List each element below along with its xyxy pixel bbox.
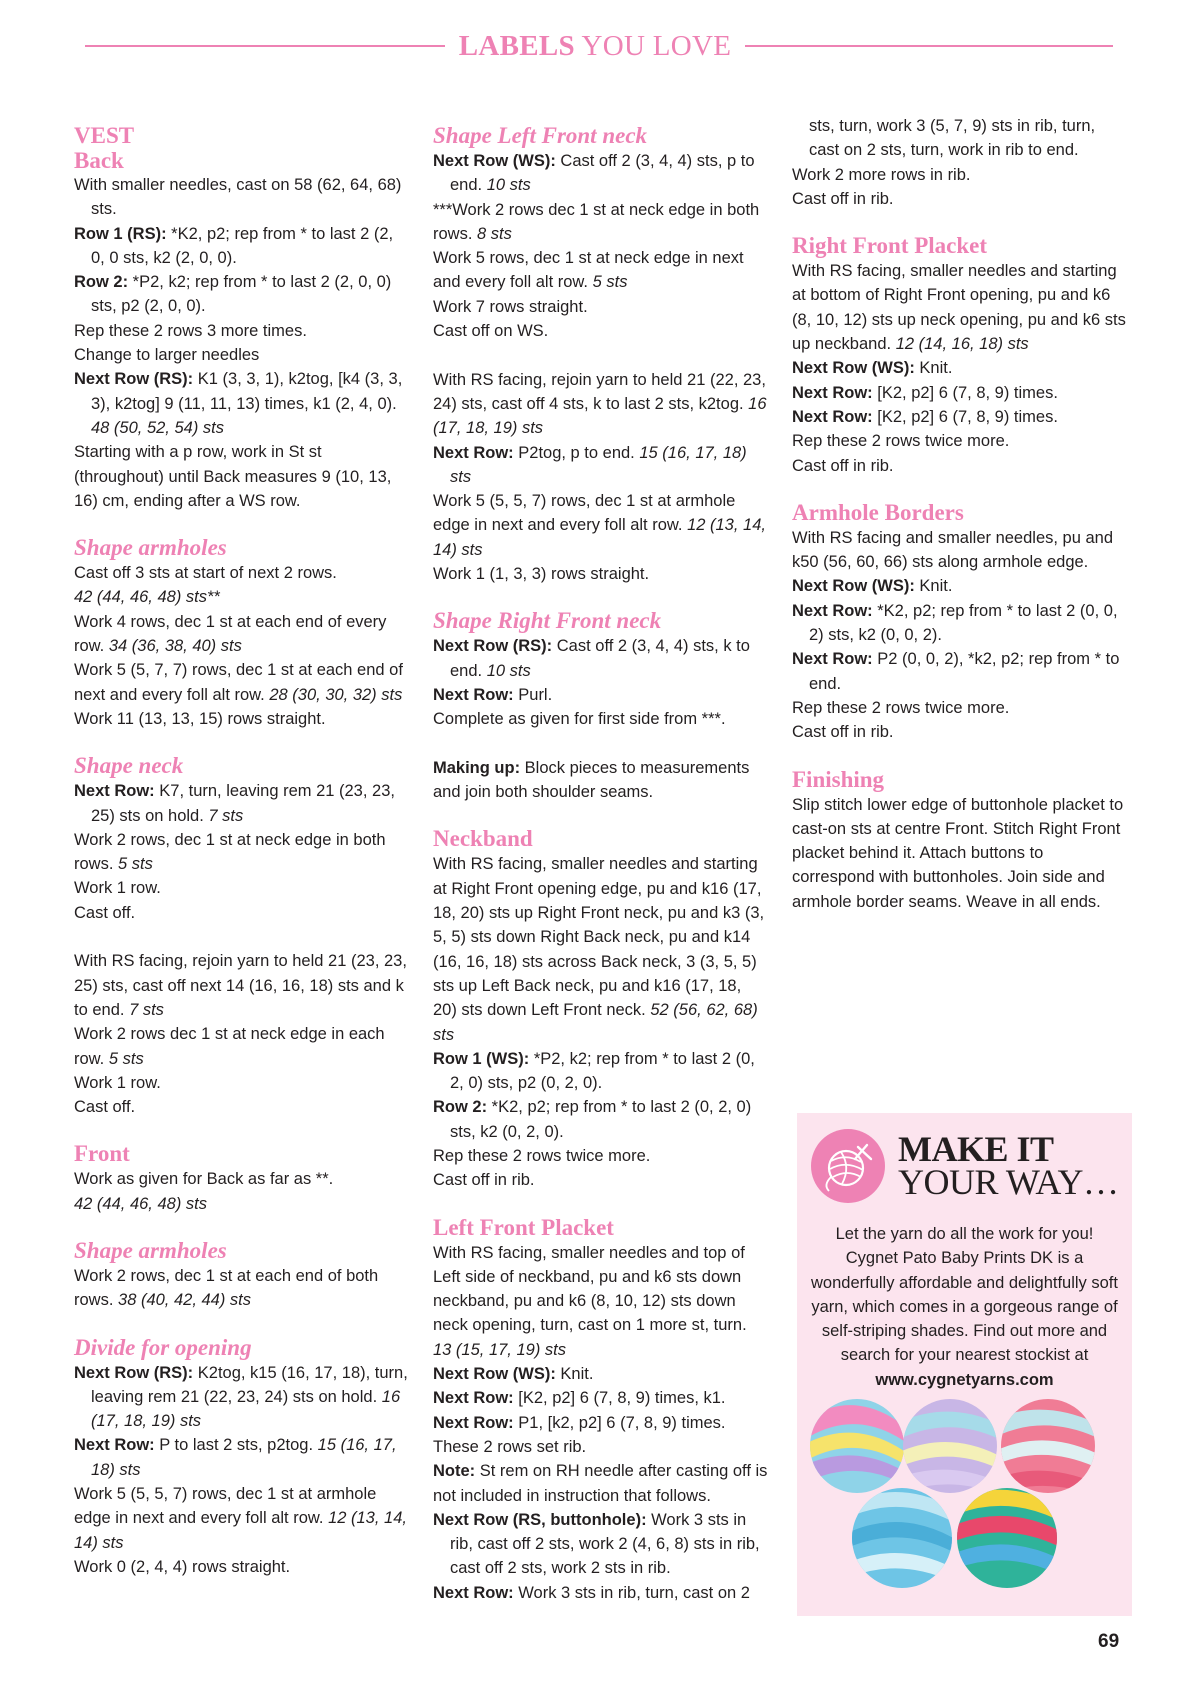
- ad-body-text: [811, 1222, 1118, 1392]
- back-start: Starting with a p row, work in St st (throughout) until Back measures 9 (10, 13, 16) cm, ending after a WS row.: [74, 443, 392, 510]
- row-label: Next Row:: [74, 1436, 155, 1455]
- row-label: Next Row (RS):: [74, 370, 194, 389]
- neck-step-2: [74, 828, 409, 877]
- row-label: Next Row (RS):: [74, 1363, 194, 1382]
- step-text: Work 5 rows, dec 1 st at neck edge in next and every foll alt row.: [433, 249, 744, 292]
- making-up: [433, 756, 769, 805]
- stitch-count: 42 (44, 46, 48) sts: [74, 1194, 207, 1213]
- row-label: Making up:: [433, 758, 521, 777]
- row-text: P1, [k2, p2] 6 (7, 8, 9) times.: [513, 1413, 726, 1432]
- ad-title-line-1: MAKE IT: [898, 1129, 1054, 1169]
- stitch-count: 34 (36, 38, 40) sts: [108, 637, 242, 656]
- step-text: Work 2 rows, dec 1 st at each end of both rows.: [74, 1266, 379, 1310]
- step-text: Work 5 (5, 7, 7) rows, dec 1 st at each end of next and every foll alt row.: [74, 661, 403, 704]
- yarn-balls-image: [797, 1398, 1132, 1598]
- page-number: 69: [1098, 1631, 1120, 1652]
- section-title-rest: YOU LOVE: [581, 30, 732, 62]
- step-text: Work 2 rows dec 1 st at neck edge in each row.: [74, 1025, 385, 1068]
- stitch-count: 52 (56, 62, 68) sts: [433, 1001, 758, 1044]
- heading-shape-right-front-neck: Shape Right Front neck: [433, 608, 662, 634]
- yarn-ball-pink: [997, 1398, 1107, 1498]
- row-label: Row 1 (WS):: [433, 1049, 530, 1068]
- armholes-step-2: [74, 610, 409, 659]
- rfp-next-row-3: [792, 405, 1128, 429]
- lfp-cast-off: Cast off in rib.: [792, 189, 894, 208]
- divide-step-3: [74, 1482, 409, 1555]
- row-text: P2tog, p to end.: [513, 443, 635, 462]
- row-text: *P2, k2; rep from * to last 2 (0, 2, 0) sts, p2 (0, 2, 0).: [450, 1049, 755, 1093]
- stitch-count: 48 (50, 52, 54) sts: [91, 418, 224, 437]
- lfp-note: [433, 1459, 769, 1508]
- row-text: *P2, k2; rep from * to last 2 (2, 0, 0) sts, p2 (2, 0, 0).: [91, 273, 392, 316]
- back-next-row: [74, 367, 409, 440]
- step-text: Work 5 (5, 5, 7) rows, dec 1 st at armhole edge in next and every foll alt row.: [433, 492, 736, 535]
- armholes-step-4: Work 11 (13, 13, 15) rows straight.: [74, 709, 326, 728]
- divide-next-row-2: [74, 1433, 409, 1482]
- stitch-count: 42 (44, 46, 48) sts**: [74, 588, 220, 607]
- step-text: Cast off 3 sts at start of next 2 rows.: [74, 564, 337, 583]
- heading-divide-for-opening: Divide for opening: [74, 1334, 252, 1360]
- row-label: Next Row:: [433, 1389, 514, 1408]
- row-label: Next Row (RS):: [433, 637, 553, 656]
- step-text: Work 2 rows, dec 1 st at neck edge in both rows.: [74, 830, 386, 874]
- heading-vest: VEST: [74, 123, 135, 148]
- stitch-count: 5 sts: [118, 855, 153, 874]
- divide-step-4: Work 0 (2, 4, 4) rows straight.: [74, 1557, 291, 1576]
- lfp-buttonhole-row: [433, 1508, 769, 1581]
- rf-next-row: [433, 634, 769, 683]
- rf-next-row-2: [433, 683, 769, 707]
- stitch-count: 15 (16, 17, 18) sts: [450, 443, 747, 486]
- neckband-row-2: [433, 1095, 769, 1144]
- neckband-row-1: [433, 1047, 769, 1096]
- rfp-next-row-2: [792, 381, 1128, 405]
- lf-next-row: [433, 149, 769, 198]
- back-repeat: Rep these 2 rows 3 more times.: [74, 321, 307, 340]
- step-text: Work 4 rows, dec 1 st at each end of every row.: [74, 612, 387, 656]
- stitch-count: 12 (13, 14, 14) sts: [74, 1509, 407, 1552]
- heading-shape-armholes: Shape armholes: [74, 535, 227, 561]
- heading-shape-left-front-neck: Shape Left Front neck: [433, 123, 648, 148]
- stitch-count: 16 (17, 18, 19) sts: [91, 1387, 401, 1431]
- yarn-ball-multicolour: [952, 1483, 1062, 1593]
- neckband-step-1: [433, 852, 769, 1046]
- step-text: Work as given for Back as far as **.: [74, 1170, 334, 1189]
- ab-next-row-3: [792, 647, 1128, 696]
- row-label: Next Row (WS):: [792, 359, 915, 378]
- row-label: Next Row (RS, buttonhole):: [433, 1510, 647, 1529]
- heading-back: Back: [74, 148, 124, 173]
- stitch-count: 28 (30, 30, 32) sts: [269, 685, 403, 704]
- stitch-count: 7 sts: [129, 1000, 164, 1019]
- step-text: With RS facing, rejoin yarn to held 21 (22, 23, 24) sts, cast off 4 sts, k to last 2 sts, k2tog.: [433, 370, 766, 413]
- lfp-more-rows: Work 2 more rows in rib.: [792, 165, 971, 184]
- row-text: P2 (0, 0, 2), *k2, p2; rep from * to end.: [809, 650, 1120, 693]
- neck-step-7: Work 1 row.: [74, 1073, 161, 1092]
- ab-step-1: With RS facing and smaller needles, pu and k50 (56, 60, 66) sts along armhole edge.: [792, 528, 1114, 572]
- lf-step-5: Cast off on WS.: [433, 322, 549, 341]
- row-label: Next Row:: [792, 650, 873, 669]
- heading-finishing: Finishing: [792, 766, 885, 792]
- step-text: With RS facing, smaller needles and top of Left side of neckband, pu and k6 sts down neckband, pu and k6 (8, 10, 12) sts down neck opening, turn, cast on 1 more st, turn.: [433, 1243, 747, 1335]
- lfp-step-1: [433, 1241, 769, 1362]
- row-text: *K2, p2; rep from * to last 2 (0, 0, 2) sts, k2 (0, 0, 2).: [809, 601, 1118, 645]
- row-label: Next Row:: [433, 443, 514, 462]
- row-text: Work 3 sts in rib, turn, cast on 2: [513, 1583, 750, 1602]
- ab-cast-off: Cast off in rib.: [792, 723, 894, 742]
- finishing-text: Slip stitch lower edge of buttonhole placket to cast-on sts at centre Front. Stitch Right Front placket behind it. Attach buttons to correspond with buttonholes. Join side and armhole border seams. Weave in all ends.: [792, 795, 1124, 911]
- lfp-continued: sts, turn, work 3 (5, 7, 9) sts in rib, turn, cast on 2 sts, turn, work in rib to end.: [809, 117, 1096, 160]
- lfp-next-row-4: [433, 1581, 769, 1605]
- lfp-next-row-3: [433, 1411, 769, 1435]
- stitch-count: 16 (17, 18, 19) sts: [433, 394, 767, 438]
- row-label: Row 2:: [433, 1098, 488, 1117]
- lfp-set-rib: These 2 rows set rib.: [433, 1437, 587, 1456]
- lfp-next-row-1: [433, 1362, 769, 1386]
- neck-step-4: Cast off.: [74, 903, 136, 922]
- row-text: [K2, p2] 6 (7, 8, 9) times.: [872, 407, 1058, 426]
- step-text: Work 5 (5, 5, 7) rows, dec 1 st at armhole edge in next and every foll alt row.: [74, 1485, 377, 1528]
- lf-step-8: [433, 489, 769, 562]
- stitch-count: 12 (13, 14, 14) sts: [433, 516, 766, 559]
- section-title-bold: LABELS: [458, 30, 575, 62]
- row-text: [K2, p2] 6 (7, 8, 9) times, k1.: [513, 1389, 726, 1408]
- rfp-step-1: [792, 259, 1128, 356]
- row-label: Note:: [433, 1462, 476, 1481]
- armholes-step-1: [74, 561, 409, 610]
- step-text: St rem on RH needle after casting off is not included in instruction that follows.: [433, 1462, 768, 1505]
- ad-website-link[interactable]: www.cygnetyarns.com: [875, 1370, 1054, 1389]
- heading-front: Front: [74, 1141, 130, 1167]
- stitch-count: 12 (14, 16, 18) sts: [895, 335, 1029, 354]
- heading-left-front-placket: Left Front Placket: [433, 1214, 614, 1240]
- rfp-next-row-1: [792, 356, 1128, 380]
- column-1: [74, 123, 409, 1579]
- yarn-ball-icon: [811, 1129, 885, 1203]
- stitch-count: 38 (40, 42, 44) sts: [118, 1291, 252, 1310]
- heading-armhole-borders: Armhole Borders: [792, 499, 964, 525]
- row-label: Next Row:: [433, 1583, 514, 1602]
- divide-next-row-1: [74, 1361, 409, 1434]
- heading-shape-armholes-front: Shape armholes: [74, 1237, 227, 1263]
- ad-description: Let the yarn do all the work for you! Cygnet Pato Baby Prints DK is a wonderfully affordable and delightfully soft yarn, which comes in a gorgeous range of self-striping shades. Find out more and search for your nearest stockist at: [811, 1225, 1118, 1365]
- neckband-cast-off: Cast off in rib.: [433, 1171, 535, 1190]
- header-rule-right: [745, 45, 1113, 47]
- row-label: Next Row (WS):: [792, 577, 915, 596]
- back-row-1: [74, 222, 409, 271]
- row-text: *K2, p2; rep from * to last 2 (0, 2, 0) sts, k2 (0, 2, 0).: [450, 1098, 752, 1141]
- ab-repeat: Rep these 2 rows twice more.: [792, 698, 1010, 717]
- row-text: Purl.: [513, 685, 553, 704]
- row-text: P to last 2 sts, p2tog.: [154, 1436, 314, 1455]
- rf-step-3: Complete as given for first side from ***.: [433, 710, 726, 729]
- row-text: Cast off 2 (3, 4, 4) sts, p to end.: [450, 152, 755, 195]
- row-text: K2tog, k15 (16, 17, 18), turn, leaving rem 21 (22, 23, 24) sts on hold.: [91, 1363, 408, 1406]
- row-text: Knit.: [914, 577, 953, 596]
- step-text: With RS facing, smaller needles and starting at Right Front opening edge, pu and k16 (17, 18, 20) sts up Right Front neck, pu and k3 (3, 5, 5) sts down Right Back neck, pu and k14 (16, 16, 18) sts across Back neck, 3 (3, 5, 5) sts up Left Back neck, pu and k16 (17, 18, 20) sts down Left Front neck.: [433, 855, 765, 1020]
- row-text: *K2, p2; rep from * to last 2 (2, 0, 0 sts, k2 (2, 0, 0).: [91, 224, 394, 267]
- rfp-cast-off: Cast off in rib.: [792, 456, 894, 475]
- row-label: Next Row:: [433, 685, 514, 704]
- neck-step-6: [74, 1022, 409, 1071]
- lf-step-2: [433, 198, 769, 247]
- front-armholes-step-1: [74, 1264, 409, 1313]
- back-change-needles: Change to larger needles: [74, 346, 260, 365]
- heading-neckband: Neckband: [433, 826, 533, 852]
- neck-step-3: Work 1 row.: [74, 879, 161, 898]
- lf-step-4: Work 7 rows straight.: [433, 297, 588, 316]
- row-label: Next Row:: [74, 782, 155, 801]
- neck-step-8: Cast off.: [74, 1098, 136, 1117]
- column-2: [433, 123, 769, 1605]
- stitch-count: 13 (15, 17, 19) sts: [433, 1340, 566, 1359]
- row-label: Next Row:: [792, 407, 873, 426]
- heading-shape-neck: Shape neck: [74, 753, 184, 779]
- stitch-count: 10 sts: [486, 176, 531, 195]
- yarn-ball-rainbow: [807, 1398, 907, 1498]
- row-label: Next Row (WS):: [433, 152, 556, 170]
- page-header: [0, 30, 1190, 70]
- lfp-next-row-2: [433, 1386, 769, 1410]
- yarn-ball-blue: [847, 1483, 957, 1593]
- row-text: Cast off 2 (3, 4, 4) sts, k to end.: [450, 637, 750, 680]
- rfp-repeat: Rep these 2 rows twice more.: [792, 432, 1010, 451]
- front-step-1: [74, 1167, 409, 1216]
- row-text: Work 3 sts in rib, cast off 2 sts, work 2 (4, 6, 8) sts in rib, cast off 2 sts, work 2 sts in rib.: [450, 1510, 760, 1578]
- make-it-your-way-box: [797, 1113, 1132, 1616]
- row-text: K1 (3, 3, 1), k2tog, [k4 (3, 3, 3), k2tog] 9 (11, 11, 13) times, k1 (2, 4, 0).: [91, 370, 403, 413]
- stitch-count: 10 sts: [486, 661, 531, 680]
- heading-right-front-placket: Right Front Placket: [792, 233, 988, 259]
- step-text: With RS facing, smaller needles and starting at bottom of Right Front opening, pu and k6 (8, 10, 12) sts up neck opening, pu and k6 sts up neckband.: [792, 262, 1126, 354]
- row-label: Next Row (WS):: [433, 1365, 556, 1384]
- ab-next-row-1: [792, 574, 1128, 598]
- stitch-count: 8 sts: [477, 224, 512, 243]
- stitch-count: 15 (16, 17, 18) sts: [91, 1436, 397, 1479]
- step-text: ***Work 2 rows dec 1 st at neck edge in both rows.: [433, 200, 760, 243]
- row-label: Row 1 (RS):: [74, 224, 167, 243]
- lf-step-9: Work 1 (1, 3, 3) rows straight.: [433, 565, 650, 584]
- lf-step-3: [433, 246, 769, 295]
- stitch-count: 5 sts: [592, 273, 628, 292]
- back-cast-on: With smaller needles, cast on 58 (62, 64, 68) sts.: [74, 176, 402, 219]
- row-text: K7, turn, leaving rem 21 (23, 23, 25) sts on hold.: [91, 782, 395, 825]
- stitch-count: 7 sts: [208, 806, 244, 825]
- lf-next-row-2: [433, 441, 769, 490]
- ad-title-line-2: YOUR WAY…: [898, 1162, 1119, 1202]
- neck-next-row: [74, 779, 409, 828]
- step-text: Block pieces to measurements and join both shoulder seams.: [433, 758, 750, 802]
- section-title: [445, 30, 745, 63]
- stitch-count: 5 sts: [108, 1049, 144, 1068]
- back-row-2: [74, 270, 409, 319]
- row-text: [K2, p2] 6 (7, 8, 9) times.: [872, 383, 1058, 402]
- row-label: Next Row:: [433, 1413, 514, 1432]
- column-3: [792, 114, 1128, 914]
- lf-step-6: [433, 368, 769, 441]
- row-text: Knit.: [914, 359, 953, 378]
- neckband-repeat: Rep these 2 rows twice more.: [433, 1146, 651, 1165]
- header-rule-left: [85, 45, 445, 47]
- row-label: Next Row:: [792, 383, 873, 402]
- row-label: Next Row:: [792, 601, 873, 620]
- neck-step-5: [74, 949, 409, 1022]
- row-text: Knit.: [555, 1365, 594, 1384]
- yarn-ball-lavender: [897, 1398, 1007, 1498]
- ab-next-row-2: [792, 599, 1128, 648]
- row-label: Row 2:: [74, 273, 129, 292]
- armholes-step-3: [74, 658, 409, 707]
- step-text: With RS facing, rejoin yarn to held 21 (23, 23, 25) sts, cast off next 14 (16, 16, 18) sts and k to end.: [74, 952, 407, 1019]
